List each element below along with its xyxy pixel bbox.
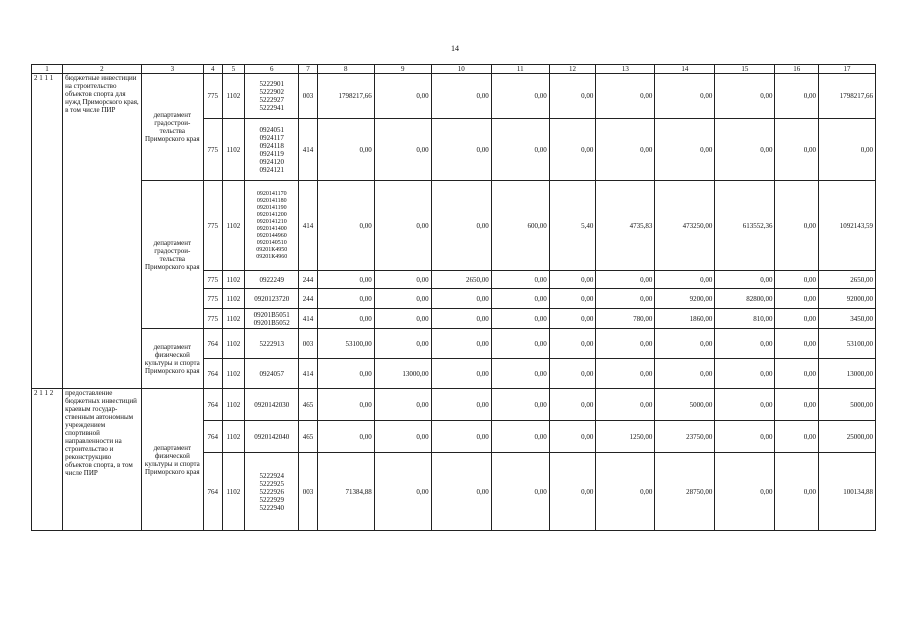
column-header: 8 xyxy=(317,65,374,74)
amount-cell: 0,00 xyxy=(596,74,655,119)
target-code: 0924120 xyxy=(259,157,284,166)
column-header: 7 xyxy=(299,65,318,74)
amount-cell: 0,00 xyxy=(775,421,818,453)
admin-code: 764 xyxy=(203,329,222,359)
column-header: 12 xyxy=(549,65,596,74)
section-code: 1102 xyxy=(222,119,245,181)
target-code: 0924051 xyxy=(259,125,284,134)
amount-cell: 0,00 xyxy=(431,453,491,531)
target-code: 5222901 xyxy=(259,80,284,88)
target-code-list xyxy=(247,370,296,378)
expense-type-code: 244 xyxy=(299,271,318,289)
amount-cell: 0,00 xyxy=(549,289,596,309)
admin-code: 775 xyxy=(203,289,222,309)
amount-cell: 13000,00 xyxy=(374,359,431,389)
column-header: 15 xyxy=(715,65,775,74)
target-code: 5222913 xyxy=(259,339,284,348)
admin-code: 764 xyxy=(203,453,222,531)
section-code: 1102 xyxy=(222,389,245,421)
table-row xyxy=(32,329,876,359)
amount-cell: 0,00 xyxy=(317,119,374,181)
amount-cell: 0,00 xyxy=(374,421,431,453)
amount-cell: 0,00 xyxy=(491,389,549,421)
column-header: 16 xyxy=(775,65,818,74)
amount-cell: 0,00 xyxy=(596,453,655,531)
expense-type-code: 465 xyxy=(299,389,318,421)
amount-cell: 5,40 xyxy=(549,181,596,271)
amount-cell: 1250,00 xyxy=(596,421,655,453)
expense-type-code: 414 xyxy=(299,181,318,271)
expense-type-code: 244 xyxy=(299,289,318,309)
amount-cell: 1860,00 xyxy=(655,309,715,329)
amount-cell: 0,00 xyxy=(491,359,549,389)
target-code: 5222925 xyxy=(259,479,284,488)
amount-cell: 0,00 xyxy=(715,74,775,119)
amount-cell: 2650,00 xyxy=(431,271,491,289)
target-code: 0924121 xyxy=(259,165,284,174)
department-name: департамент физической культуры и спорта Приморского края xyxy=(141,389,203,531)
target-code: 5222902 xyxy=(259,88,284,96)
table-row xyxy=(32,74,876,119)
table-row xyxy=(32,181,876,271)
amount-cell: 82800,00 xyxy=(715,289,775,309)
amount-cell: 2650,00 xyxy=(818,271,875,289)
section-code: 1102 xyxy=(222,309,245,329)
target-code: 0920142030 xyxy=(254,400,290,409)
target-code-list xyxy=(247,191,296,261)
amount-cell: 0,00 xyxy=(491,119,549,181)
target-code: 5222940 xyxy=(259,503,284,512)
target-code: 5222941 xyxy=(259,104,284,112)
amount-cell: 0,00 xyxy=(549,389,596,421)
amount-cell: 0,00 xyxy=(655,329,715,359)
amount-cell: 0,00 xyxy=(715,453,775,531)
amount-cell: 28750,00 xyxy=(655,453,715,531)
budget-table xyxy=(31,64,876,531)
amount-cell: 0,00 xyxy=(431,181,491,271)
amount-cell: 0,00 xyxy=(596,289,655,309)
section-code: 1102 xyxy=(222,74,245,119)
amount-cell: 0,00 xyxy=(715,119,775,181)
amount-cell: 0,00 xyxy=(317,421,374,453)
column-header: 2 xyxy=(63,65,142,74)
target-codes xyxy=(245,289,299,309)
amount-cell: 25000,00 xyxy=(818,421,875,453)
admin-code: 764 xyxy=(203,359,222,389)
target-code-list xyxy=(247,433,296,441)
amount-cell: 0,00 xyxy=(549,453,596,531)
admin-code: 775 xyxy=(203,309,222,329)
amount-cell: 5000,00 xyxy=(818,389,875,421)
target-codes xyxy=(245,119,299,181)
amount-cell: 0,00 xyxy=(596,119,655,181)
expense-type-code: 414 xyxy=(299,359,318,389)
amount-cell: 0,00 xyxy=(317,309,374,329)
target-code: 0920142040 xyxy=(254,432,290,441)
amount-cell: 0,00 xyxy=(715,329,775,359)
target-code: 0920141200 xyxy=(256,211,287,218)
amount-cell: 0,00 xyxy=(431,289,491,309)
column-header: 14 xyxy=(655,65,715,74)
amount-cell: 0,00 xyxy=(775,329,818,359)
admin-code: 764 xyxy=(203,389,222,421)
target-codes xyxy=(245,453,299,531)
amount-cell: 0,00 xyxy=(374,119,431,181)
expense-type-code: 465 xyxy=(299,421,318,453)
amount-cell: 13000,00 xyxy=(818,359,875,389)
target-code-list xyxy=(247,276,296,284)
target-code-list xyxy=(247,472,296,512)
amount-cell: 0,00 xyxy=(374,389,431,421)
amount-cell: 0,00 xyxy=(491,289,549,309)
amount-cell: 1798217,66 xyxy=(818,74,875,119)
amount-cell: 9200,00 xyxy=(655,289,715,309)
amount-cell: 0,00 xyxy=(775,119,818,181)
expense-type-code: 414 xyxy=(299,309,318,329)
amount-cell: 0,00 xyxy=(491,453,549,531)
target-code: 0920141180 xyxy=(256,197,287,204)
amount-cell: 0,00 xyxy=(775,181,818,271)
target-code-list xyxy=(247,340,296,348)
target-codes xyxy=(245,74,299,119)
amount-cell: 0,00 xyxy=(317,389,374,421)
amount-cell: 0,00 xyxy=(374,74,431,119)
department-name: департамент градострои-тельства Приморского края xyxy=(141,181,203,329)
amount-cell: 0,00 xyxy=(715,271,775,289)
amount-cell: 0,00 xyxy=(655,119,715,181)
amount-cell: 3450,00 xyxy=(818,309,875,329)
column-header: 9 xyxy=(374,65,431,74)
amount-cell: 0,00 xyxy=(374,309,431,329)
target-code: 5222924 xyxy=(259,471,284,480)
amount-cell: 0,00 xyxy=(715,389,775,421)
expense-type-code: 003 xyxy=(299,453,318,531)
target-code-list xyxy=(247,295,296,303)
section-code: 1102 xyxy=(222,181,245,271)
target-code: 5222929 xyxy=(259,495,284,504)
amount-cell: 0,00 xyxy=(431,421,491,453)
target-code: 0920141210 xyxy=(256,218,287,225)
amount-cell: 0,00 xyxy=(491,309,549,329)
amount-cell: 613552,36 xyxy=(715,181,775,271)
amount-cell: 0,00 xyxy=(715,421,775,453)
amount-cell: 0,00 xyxy=(431,74,491,119)
target-codes xyxy=(245,181,299,271)
amount-cell: 0,00 xyxy=(715,359,775,389)
amount-cell: 0,00 xyxy=(775,453,818,531)
amount-cell: 810,00 xyxy=(715,309,775,329)
amount-cell: 0,00 xyxy=(775,309,818,329)
target-code: 09201К4950 xyxy=(256,246,288,253)
target-code: 0920141400 xyxy=(256,225,287,232)
target-code: 0920144960 xyxy=(256,232,287,239)
column-header: 13 xyxy=(596,65,655,74)
target-codes xyxy=(245,271,299,289)
amount-cell: 0,00 xyxy=(374,271,431,289)
amount-cell: 23750,00 xyxy=(655,421,715,453)
amount-cell: 0,00 xyxy=(374,181,431,271)
amount-cell: 0,00 xyxy=(317,359,374,389)
amount-cell: 0,00 xyxy=(655,74,715,119)
column-header: 10 xyxy=(431,65,491,74)
target-code: 0920141170 xyxy=(256,190,287,197)
amount-cell: 100134,88 xyxy=(818,453,875,531)
admin-code: 764 xyxy=(203,421,222,453)
department-name: департамент градострои-тельства Приморского края xyxy=(141,74,203,181)
target-code: 0920141190 xyxy=(256,204,287,211)
target-code: 5222927 xyxy=(259,96,284,104)
amount-cell: 0,00 xyxy=(549,359,596,389)
section-code: 1102 xyxy=(222,289,245,309)
target-code: 09201К4960 xyxy=(256,253,288,260)
amount-cell: 0,00 xyxy=(549,309,596,329)
amount-cell: 0,00 xyxy=(775,289,818,309)
amount-cell: 0,00 xyxy=(549,74,596,119)
header-row xyxy=(32,65,876,74)
row-code: 2 1 1 1 xyxy=(32,74,63,389)
amount-cell: 0,00 xyxy=(775,359,818,389)
section-code: 1102 xyxy=(222,329,245,359)
column-header: 4 xyxy=(203,65,222,74)
amount-cell: 0,00 xyxy=(596,389,655,421)
amount-cell: 0,00 xyxy=(549,329,596,359)
page-number: 14 xyxy=(451,44,459,53)
amount-cell: 0,00 xyxy=(491,421,549,453)
table-row xyxy=(32,389,876,421)
expense-type-code: 003 xyxy=(299,74,318,119)
amount-cell: 5000,00 xyxy=(655,389,715,421)
target-codes xyxy=(245,329,299,359)
column-header: 17 xyxy=(818,65,875,74)
target-code: 0924118 xyxy=(259,141,284,150)
row-code: 2 1 1 2 xyxy=(32,389,63,531)
amount-cell: 0,00 xyxy=(317,271,374,289)
amount-cell: 92000,00 xyxy=(818,289,875,309)
amount-cell: 1798217,66 xyxy=(317,74,374,119)
target-code: 0920123720 xyxy=(254,294,290,303)
amount-cell: 0,00 xyxy=(549,421,596,453)
amount-cell: 0,00 xyxy=(596,271,655,289)
amount-cell: 0,00 xyxy=(491,329,549,359)
amount-cell: 53100,00 xyxy=(818,329,875,359)
amount-cell: 600,00 xyxy=(491,181,549,271)
amount-cell: 71384,88 xyxy=(317,453,374,531)
amount-cell: 0,00 xyxy=(374,453,431,531)
section-code: 1102 xyxy=(222,421,245,453)
amount-cell: 53100,00 xyxy=(317,329,374,359)
admin-code: 775 xyxy=(203,181,222,271)
amount-cell: 0,00 xyxy=(491,74,549,119)
target-code-list xyxy=(247,126,296,174)
target-codes xyxy=(245,421,299,453)
admin-code: 775 xyxy=(203,119,222,181)
row-description: предоставление бюджетных инвестиций краевым государ-ственным автономным учреждением спортивной направленности на строительство и реконструкцию объектов спорта, в том числе ПИР xyxy=(63,389,142,531)
target-code: 09201В5052 xyxy=(253,318,290,327)
column-header: 3 xyxy=(141,65,203,74)
admin-code: 775 xyxy=(203,74,222,119)
admin-code: 775 xyxy=(203,271,222,289)
amount-cell: 0,00 xyxy=(775,389,818,421)
section-code: 1102 xyxy=(222,359,245,389)
amount-cell: 0,00 xyxy=(431,119,491,181)
amount-cell: 0,00 xyxy=(775,74,818,119)
amount-cell: 0,00 xyxy=(655,359,715,389)
target-code: 0920140510 xyxy=(256,239,287,246)
table-body xyxy=(32,65,876,531)
expense-type-code: 414 xyxy=(299,119,318,181)
amount-cell: 0,00 xyxy=(596,329,655,359)
target-code: 5222926 xyxy=(259,487,284,496)
amount-cell: 0,00 xyxy=(491,271,549,289)
section-code: 1102 xyxy=(222,453,245,531)
amount-cell: 0,00 xyxy=(775,271,818,289)
amount-cell: 0,00 xyxy=(374,289,431,309)
column-header: 6 xyxy=(245,65,299,74)
amount-cell: 0,00 xyxy=(655,271,715,289)
target-code-list xyxy=(247,311,296,327)
amount-cell: 0,00 xyxy=(818,119,875,181)
amount-cell: 0,00 xyxy=(374,329,431,359)
target-codes xyxy=(245,309,299,329)
target-code-list xyxy=(247,401,296,409)
amount-cell: 0,00 xyxy=(549,119,596,181)
target-codes xyxy=(245,389,299,421)
amount-cell: 0,00 xyxy=(431,359,491,389)
column-header: 1 xyxy=(32,65,63,74)
amount-cell: 0,00 xyxy=(317,289,374,309)
amount-cell: 780,00 xyxy=(596,309,655,329)
target-code: 0924119 xyxy=(259,149,284,158)
section-code: 1102 xyxy=(222,271,245,289)
amount-cell: 473250,00 xyxy=(655,181,715,271)
expense-type-code: 003 xyxy=(299,329,318,359)
amount-cell: 0,00 xyxy=(596,359,655,389)
target-code: 0924117 xyxy=(259,133,284,142)
department-name: департамент физической культуры и спорта Приморского края xyxy=(141,329,203,389)
target-codes xyxy=(245,359,299,389)
amount-cell: 0,00 xyxy=(549,271,596,289)
column-header: 11 xyxy=(491,65,549,74)
amount-cell: 4735,83 xyxy=(596,181,655,271)
column-header: 5 xyxy=(222,65,245,74)
amount-cell: 0,00 xyxy=(431,309,491,329)
amount-cell: 0,00 xyxy=(317,181,374,271)
target-code: 09201В5051 xyxy=(253,310,290,319)
target-code: 0924057 xyxy=(259,369,284,378)
amount-cell: 0,00 xyxy=(431,329,491,359)
target-code: 0922249 xyxy=(259,275,284,284)
amount-cell: 0,00 xyxy=(431,389,491,421)
amount-cell: 1092143,59 xyxy=(818,181,875,271)
row-description: бюджетные инвестиции на строительство объектов спорта для нужд Приморского края, в том числе ПИР xyxy=(63,74,142,389)
target-code-list xyxy=(247,80,296,112)
